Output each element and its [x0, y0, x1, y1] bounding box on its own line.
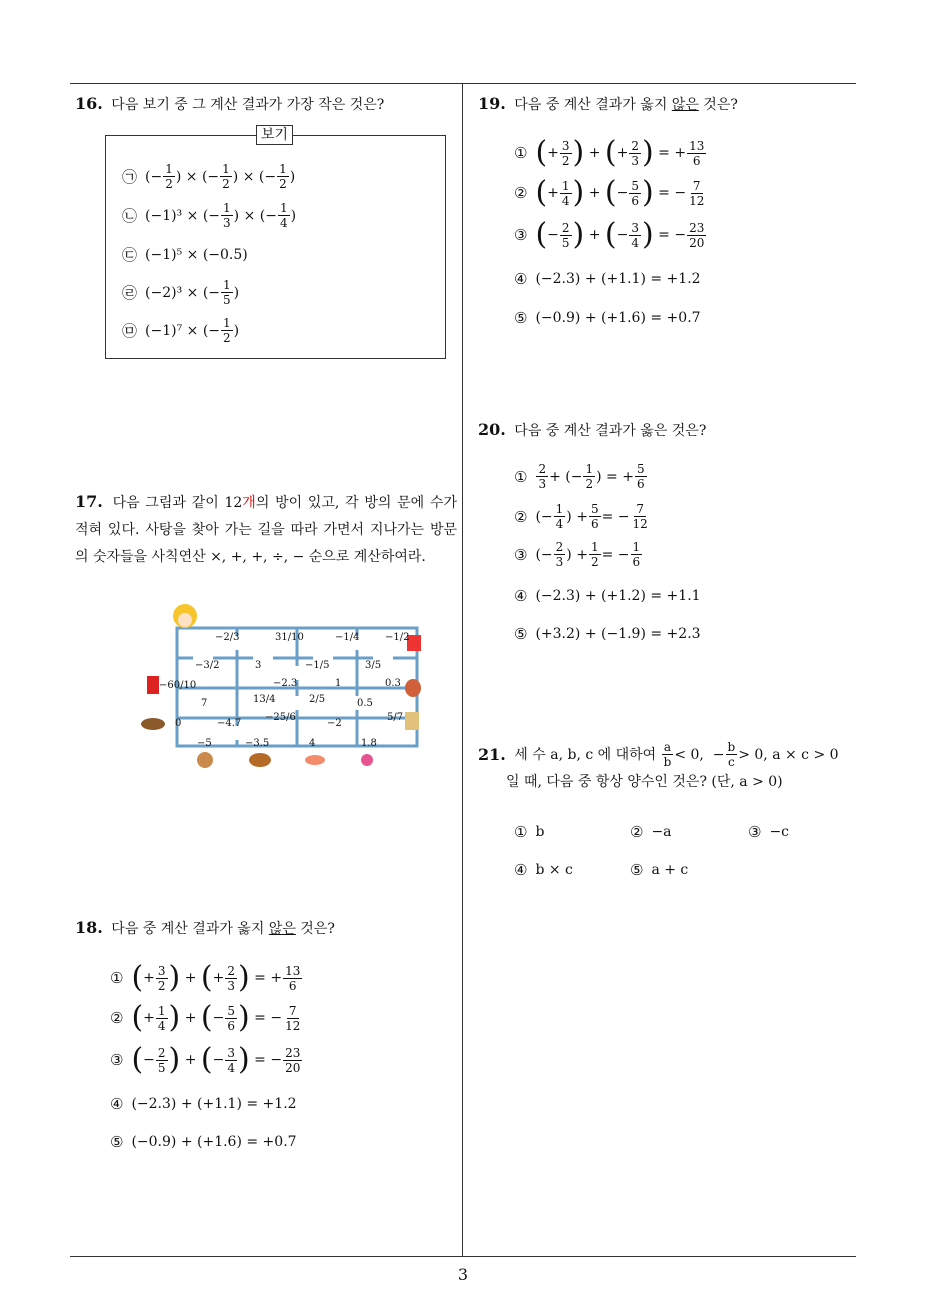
maze-value: 1.8: [361, 738, 377, 749]
q16-option-2[interactable]: ㉡ (−1)³ × (− $\frac{1}{3}$ ) × (− $\frac{1}{4}$ ): [122, 201, 297, 230]
maze-value: 0.5: [357, 698, 373, 709]
q18-option-2[interactable]: ② ( + $\frac{1}{4}$ ) + ( − $\frac{5}{6}$ ) = − $\frac{7}{12}$: [110, 1000, 301, 1035]
q20-option-4[interactable]: ④ (−2.3) + (+1.2) = +1.1: [514, 587, 701, 605]
maze-value: −2: [327, 718, 342, 729]
maze-value: 2/5: [309, 694, 326, 705]
bread-icon: [405, 712, 419, 730]
hotdog-icon: [405, 679, 421, 697]
question-21: 21. 세 수 a, b, c 에 대하여 $\frac{a}{b}$ < 0, − $\frac{b}{c}$ > 0, a × c > 0: [478, 740, 839, 769]
question-17: 17. 다음 그림과 같이 12개의 방이 있고, 각 방의 문에 수가 적혀 있다. 사탕을 찾아 가는 길을 따라 가면서 지나가는 방문의 숫자들을 사칙연산 ×, +, +, ÷, − 순으로 계산하여라.: [75, 492, 457, 565]
noodle-icon: [141, 718, 165, 730]
burger-icon: [249, 753, 271, 767]
face-icon: [197, 752, 213, 768]
page-number: 3: [457, 1265, 469, 1284]
sushi-icon: [305, 755, 325, 765]
maze-value: 0: [175, 718, 182, 729]
q18-option-5[interactable]: ⑤ (−0.9) + (+1.6) = +0.7: [110, 1133, 297, 1151]
q21-option-3[interactable]: ③ −c: [748, 823, 790, 841]
question-19: 19. 다음 중 계산 결과가 옳지 않은 것은?: [478, 94, 738, 113]
lollipop-icon: [361, 754, 373, 766]
q16-option-4[interactable]: ㉣ (−2)³ × (− $\frac{1}{5}$ ): [122, 278, 240, 307]
maze-value: 4: [309, 738, 316, 749]
q18-option-4[interactable]: ④ (−2.3) + (+1.1) = +1.2: [110, 1095, 297, 1113]
q19-option-1[interactable]: ① ( + $\frac{3}{2}$ ) + ( + $\frac{2}{3}$ ) = + $\frac{13}{6}$: [514, 135, 705, 170]
q19-option-3[interactable]: ③ ( − $\frac{2}{5}$ ) + ( − $\frac{3}{4}$ ) = − $\frac{23}{20}$: [514, 217, 705, 252]
maze-value: −2/3: [215, 632, 240, 643]
maze-value: 31/10: [275, 632, 304, 643]
q19-option-4[interactable]: ④ (−2.3) + (+1.1) = +1.2: [514, 270, 701, 288]
q18-option-3[interactable]: ③ ( − $\frac{2}{5}$ ) + ( − $\frac{3}{4}$ ) = − $\frac{23}{20}$: [110, 1042, 301, 1077]
cola-icon: [147, 676, 159, 694]
maze-value: −4.7: [217, 718, 242, 729]
q21-option-2[interactable]: ② −a: [630, 823, 672, 841]
question-21-cont: 일 때, 다음 중 항상 양수인 것은? (단, a > 0): [506, 774, 783, 790]
top-rule: [70, 83, 856, 84]
q21-option-1[interactable]: ① b: [514, 823, 545, 841]
maze-value: −1/2: [385, 632, 410, 643]
bottom-rule: [70, 1256, 856, 1257]
maze-value: −1/5: [305, 660, 330, 671]
maze-value: −60/10: [159, 680, 197, 691]
maze-value: 3/5: [365, 660, 382, 671]
q16-option-1[interactable]: ㉠ (− $\frac{1}{2}$ ) × (− $\frac{1}{2}$ ) × (− $\frac{1}{2}$ ): [122, 162, 296, 191]
q16-option-5[interactable]: ㉤ (−1)⁷ × (− $\frac{1}{2}$ ): [122, 316, 240, 345]
maze-value: 13/4: [253, 694, 276, 705]
maze-value: −1/4: [335, 632, 360, 643]
maze-value: −3.5: [245, 738, 270, 749]
q18-option-1[interactable]: ① ( + $\frac{3}{2}$ ) + ( + $\frac{2}{3}$ ) = + $\frac{13}{6}$: [110, 960, 301, 995]
q19-option-5[interactable]: ⑤ (−0.9) + (+1.6) = +0.7: [514, 309, 701, 327]
maze-value: 7: [201, 698, 208, 709]
q20-option-2[interactable]: ② (− $\frac{1}{4}$ ) + $\frac{5}{6}$ = − $\frac{7}{12}$: [514, 502, 648, 531]
q16-option-3[interactable]: ㉢ (−1)⁵ × (−0.5): [122, 246, 248, 264]
q21-option-4[interactable]: ④ b × c: [514, 861, 573, 879]
maze-figure: [135, 600, 435, 778]
maze-value: −5: [197, 738, 212, 749]
maze-value: −3/2: [195, 660, 220, 671]
question-20: 20. 다음 중 계산 결과가 옳은 것은?: [478, 420, 707, 439]
question-18: 18. 다음 중 계산 결과가 옳지 않은 것은?: [75, 918, 335, 937]
maze-value: −2.3: [273, 678, 298, 689]
q20-option-1[interactable]: ① $\frac{2}{3}$ + (− $\frac{1}{2}$ ) = + $\frac{5}{6}$: [514, 462, 645, 491]
bogi-label: 보기: [256, 125, 293, 145]
maze-value: 5/7: [387, 712, 404, 723]
q21-option-5[interactable]: ⑤ a + c: [630, 861, 689, 879]
question-16: 16. 다음 보기 중 그 계산 결과가 가장 작은 것은?: [75, 94, 385, 113]
question-16-text: 다음 보기 중 그 계산 결과가 가장 작은 것은?: [111, 97, 385, 113]
maze-value: 3: [255, 660, 262, 671]
column-divider: [462, 83, 463, 1257]
maze-value: 1: [335, 678, 342, 689]
maze-value: −25/6: [265, 712, 296, 723]
maze-value: 0.3: [385, 678, 401, 689]
q19-option-2[interactable]: ② ( + $\frac{1}{4}$ ) + ( − $\frac{5}{6}$ ) = − $\frac{7}{12}$: [514, 175, 705, 210]
q20-option-3[interactable]: ③ (− $\frac{2}{3}$ ) + $\frac{1}{2}$ = − $\frac{1}{6}$: [514, 540, 641, 569]
q20-option-5[interactable]: ⑤ (+3.2) + (−1.9) = +2.3: [514, 625, 701, 643]
